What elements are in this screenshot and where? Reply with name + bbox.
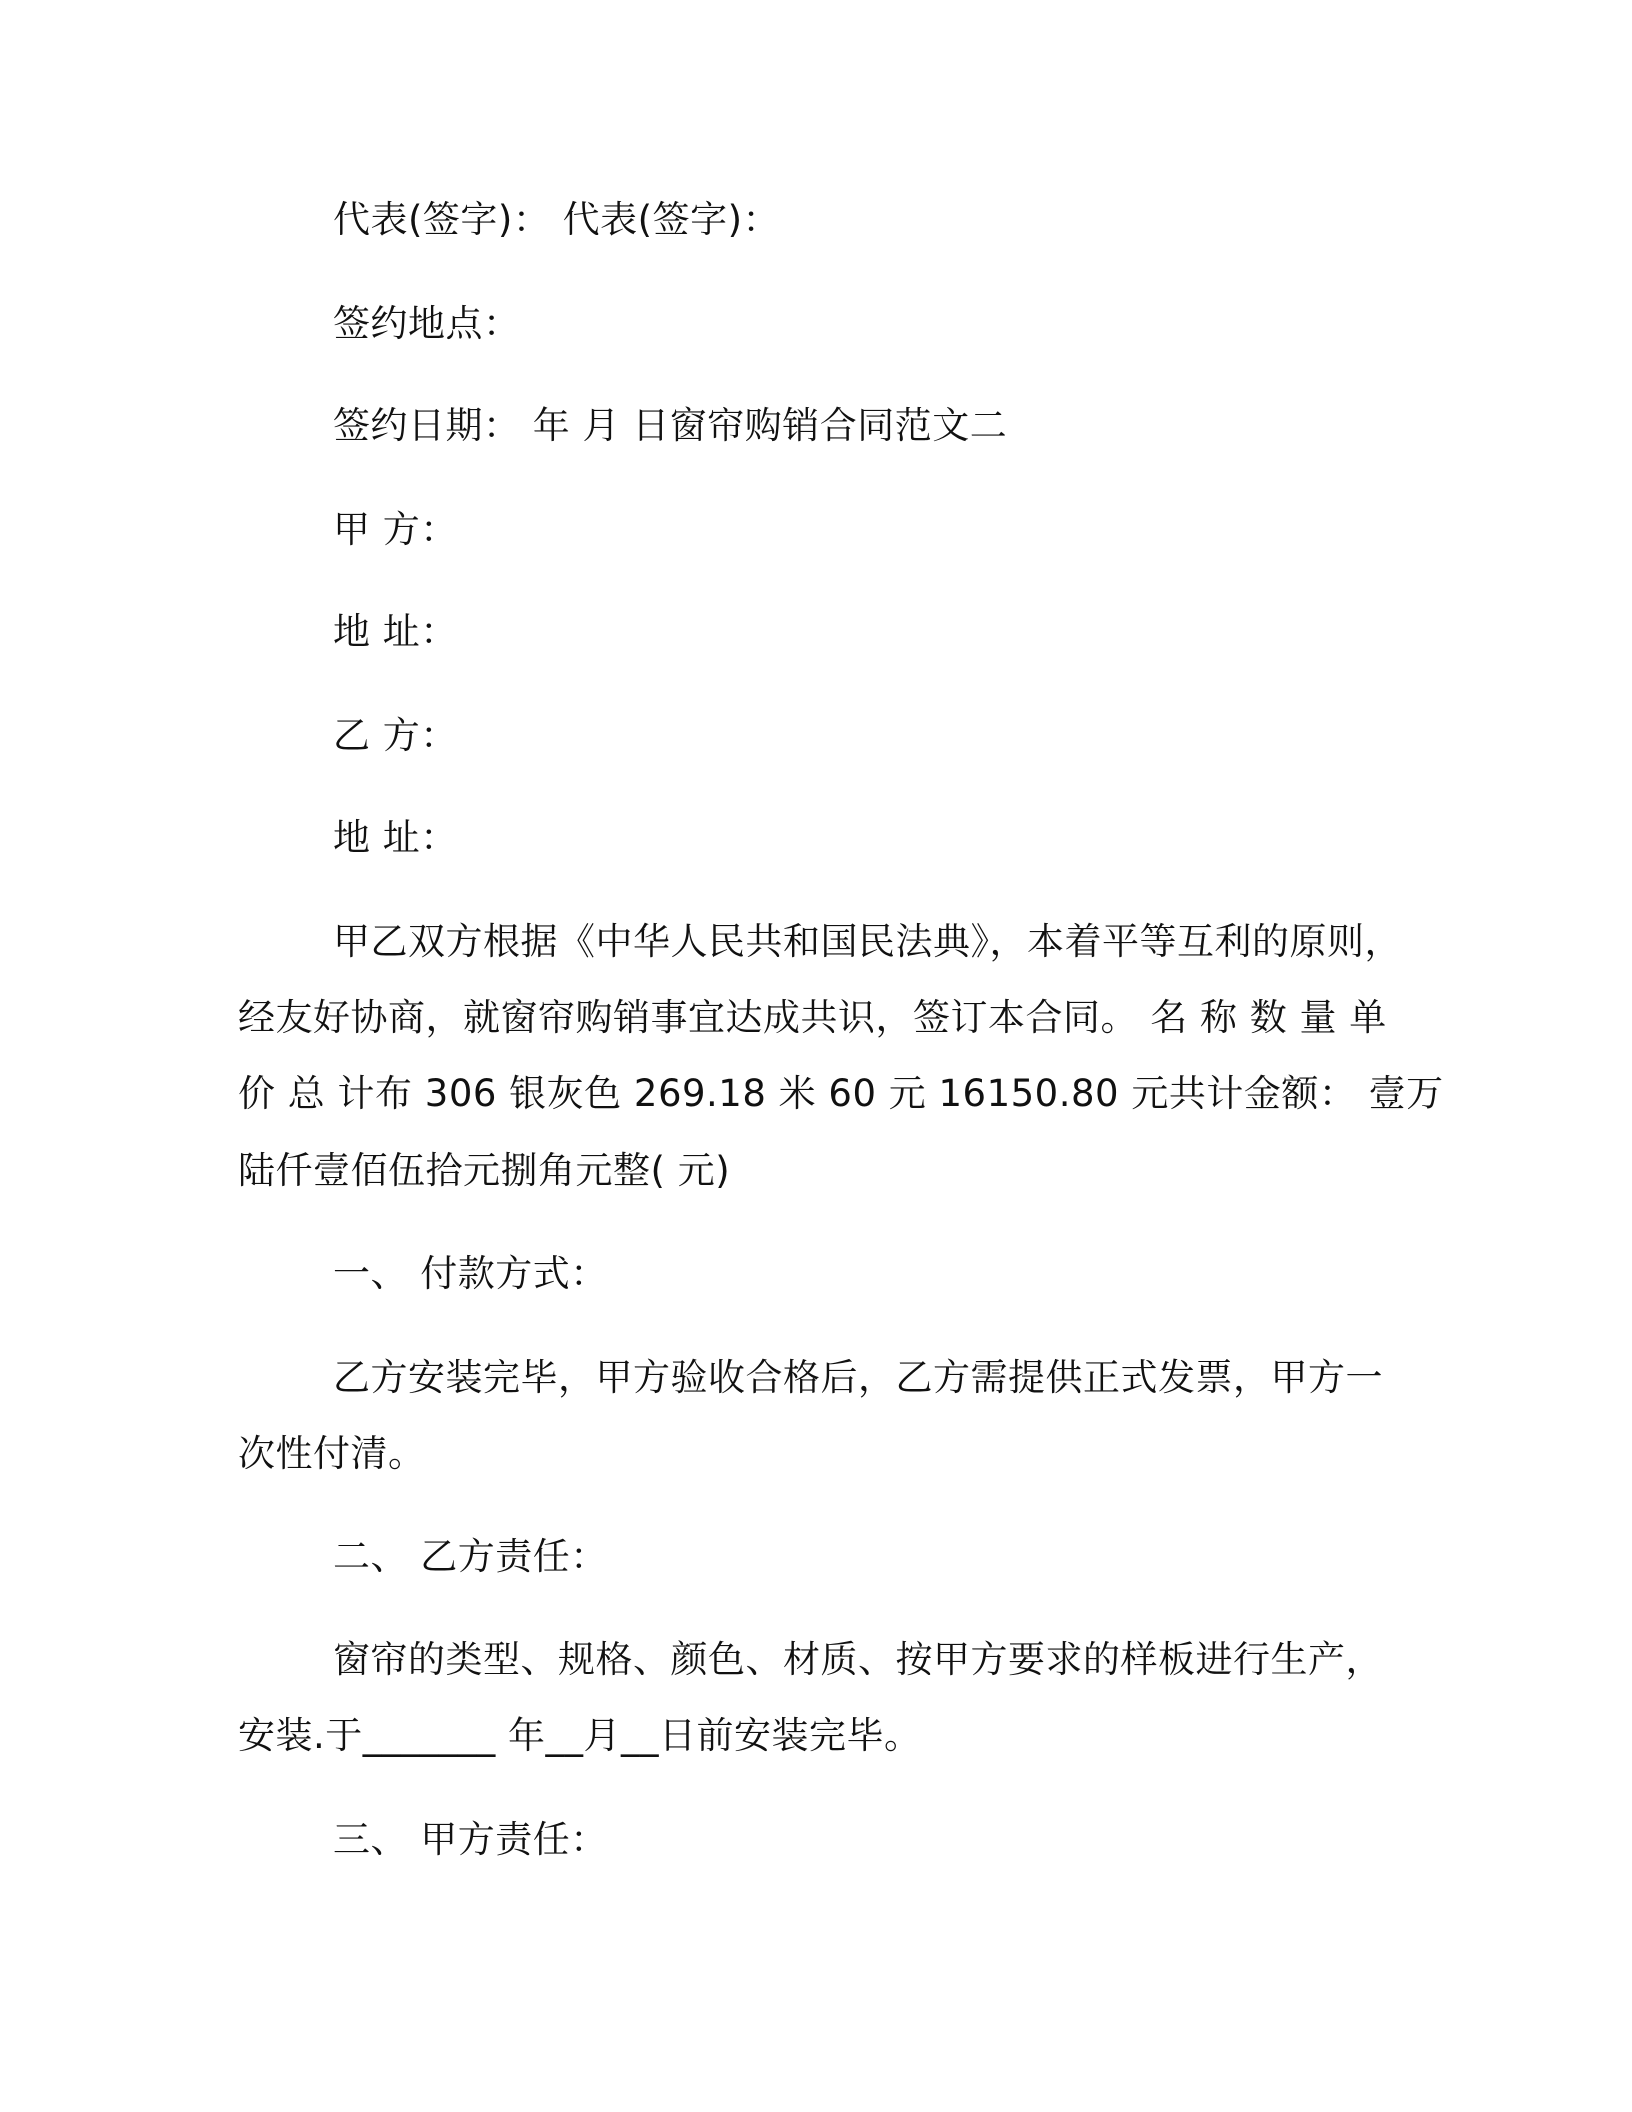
intro-line-1: 甲乙双方根据《中华人民共和国民法典》，本着平等互利的原则，: [333, 920, 1402, 963]
section-1-line-1: 乙方安装完毕，甲方验收合格后，乙方需提供正式发票，甲方一: [333, 1356, 1383, 1399]
section-3-heading: 三、 甲方责任：: [333, 1818, 608, 1861]
intro-line-2: 经友好协商，就窗帘购销事宜达成共识，签订本合同。 名 称 数 量 单: [238, 996, 1387, 1039]
sign-place: 签约地点：: [333, 302, 521, 345]
party-b: 乙 方：: [333, 714, 458, 757]
section-2-heading: 二、 乙方责任：: [333, 1535, 608, 1578]
section-1-heading: 一、 付款方式：: [333, 1252, 608, 1295]
intro-line-4: 陆仟壹佰伍拾元捌角元整( 元): [238, 1149, 731, 1192]
section-2-line-1: 窗帘的类型、规格、颜色、材质、按甲方要求的样板进行生产，: [333, 1638, 1383, 1681]
party-a: 甲 方：: [333, 508, 458, 551]
sign-date-title: 签约日期： 年 月 日窗帘购销合同范文二: [333, 404, 1008, 447]
intro-line-3: 价 总 计布 306 银灰色 269.18 米 60 元 16150.80 元共计金额： 壹万: [238, 1072, 1444, 1115]
party-a-address: 地 址：: [333, 610, 458, 653]
party-b-address: 地 址：: [333, 816, 458, 859]
section-1-line-2: 次性付清。: [238, 1432, 426, 1475]
section-2-line-2: 安装.于_______ 年__月__日前安装完毕。: [238, 1714, 922, 1757]
signature-line: 代表(签字)： 代表(签字)：: [333, 198, 781, 241]
